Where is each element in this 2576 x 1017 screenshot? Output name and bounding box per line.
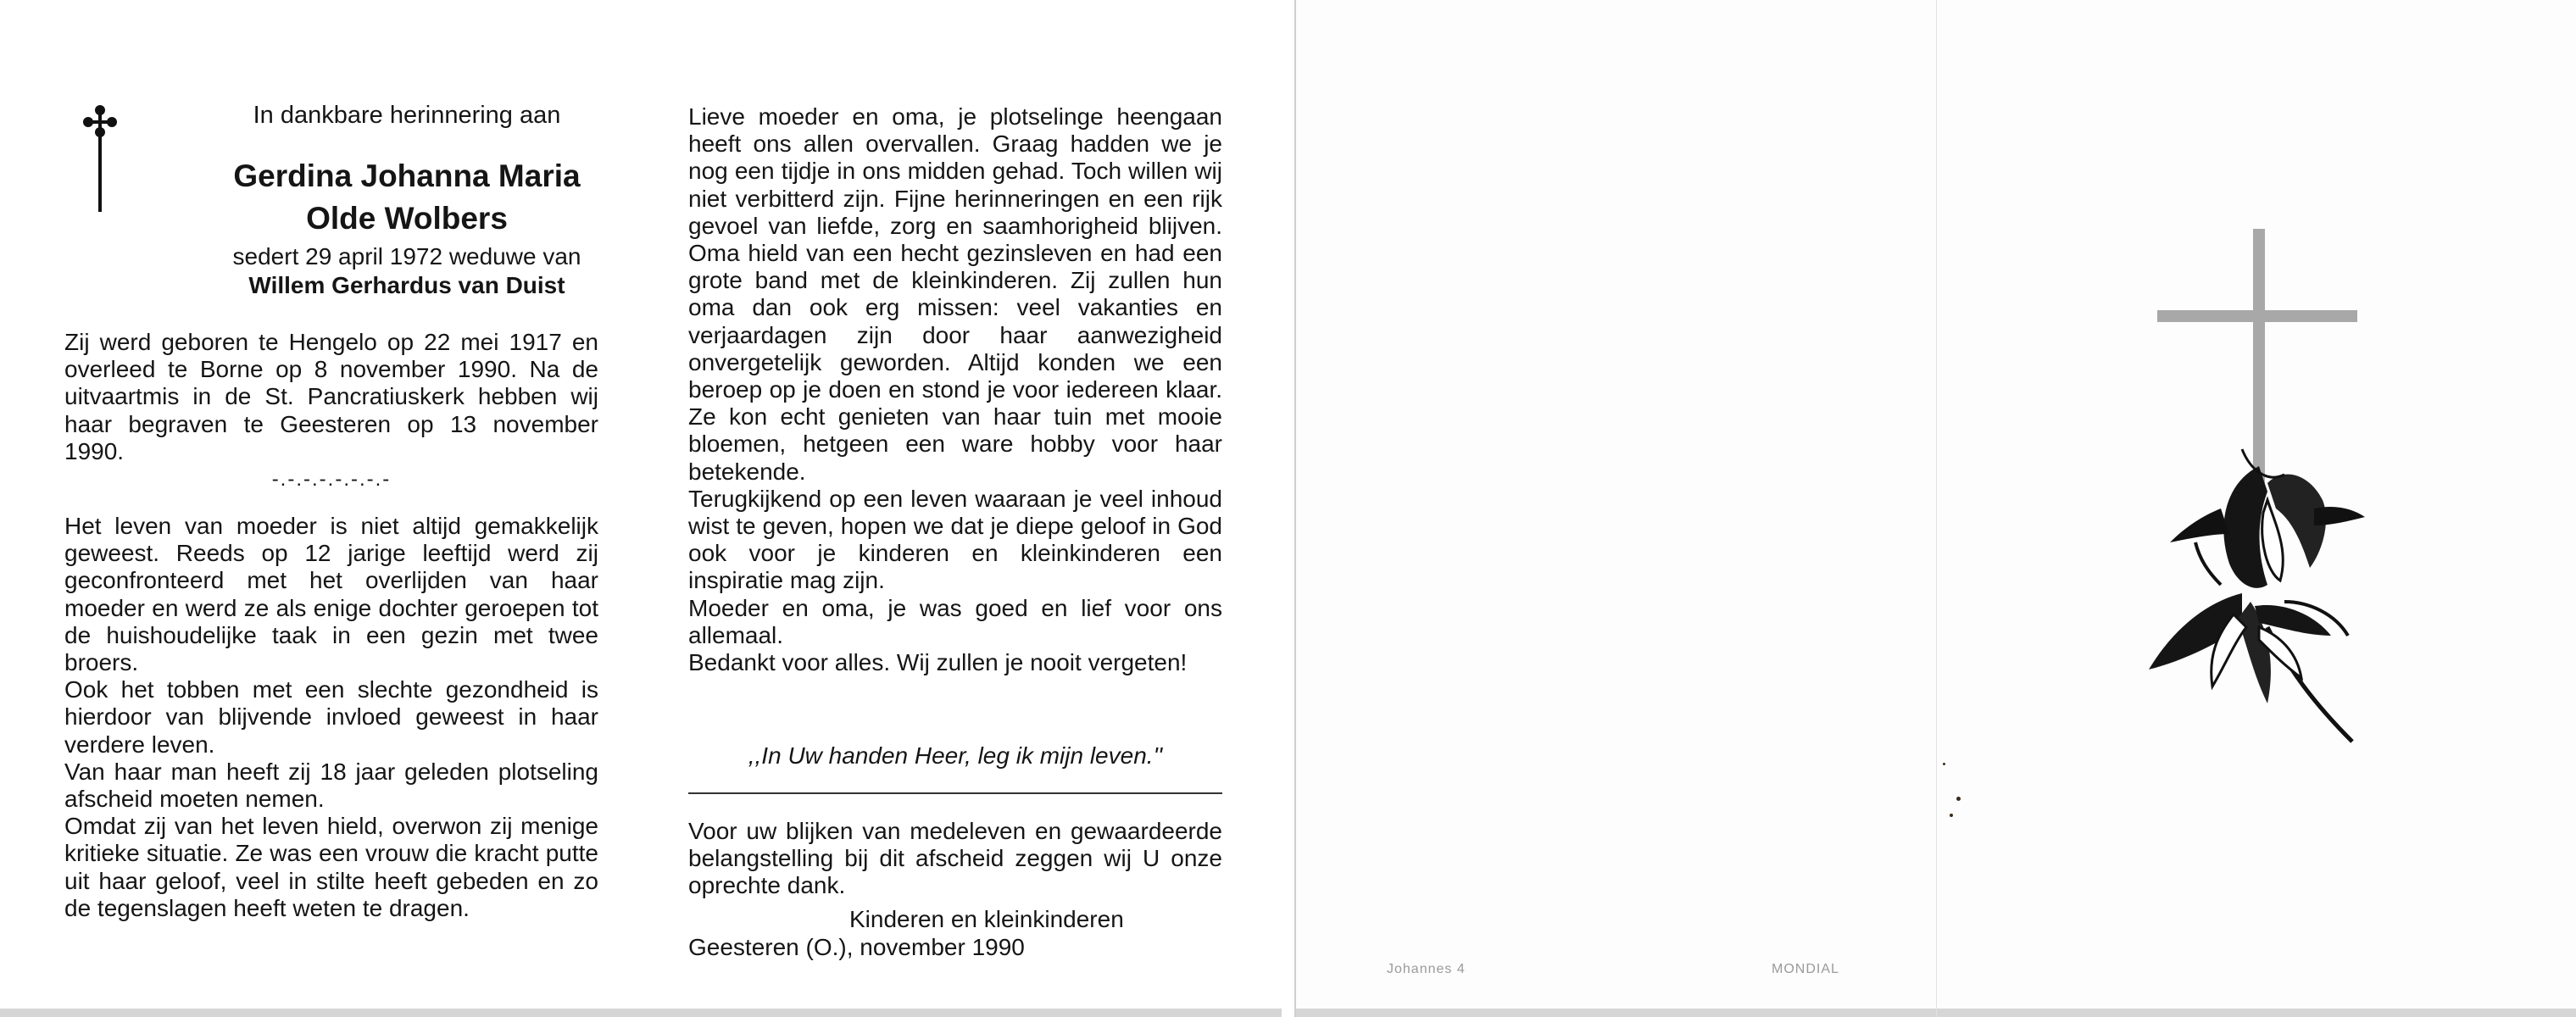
thanks-text (688, 818, 1222, 900)
message-paragraph: Bedankt voor alles. Wij zullen je nooit vergeten! (688, 649, 1188, 676)
cross-horizontal-beam (2157, 310, 2357, 322)
name-line-1: Gerdina Johanna Maria (233, 158, 581, 193)
card-edge (0, 1009, 648, 1017)
place-date: Geesteren (O.), november 1990 (688, 934, 1025, 960)
life-paragraph: Omdat zij van het leven hield, overwon zij menige kritieke situatie. Ze was een vrouw die kracht putte uit haar geloof, veel in stilte heeft gebeden en zo de tegenslagen heeft weten te dragen. (64, 813, 598, 921)
name-line-2: Olde Wolbers (306, 201, 508, 236)
bio-paragraph: Zij werd geboren te Hengelo op 22 mei 1917 en overleed te Borne op 8 november 1990. Na de uitvaartmis in de St. Pancratiuskerk hebben wij haar begraven te Geesteren op 13 november 1990. (64, 329, 598, 464)
scan-gap (1282, 0, 1294, 1017)
life-paragraph: Ook het tobben met een slechte gezondheid is hierdoor van blijvende invloed geweest in haar verdere leven. (64, 676, 598, 758)
family-message (688, 103, 1222, 676)
message-paragraph: Moeder en oma, je was goed en lief voor ons allemaal. (688, 594, 1222, 648)
paper-speck (1943, 763, 1945, 765)
message-paragraph: Lieve moeder en oma, je plotselinge heengaan heeft ons allen overvallen. Graag hadden we je nog een tijdje in ons midden gehad. Toch willen wij niet verbitterd zijn. Fijne herinneringen en een rijk gevoel van liefde, zorg en saamhorigheid blijven. Oma hield van een hecht gezinsleven en had een grote band met de kleinkinderen. Zij zullen hun oma dan ook erg missen: veel vakanties en verjaardagen zijn door haar aanwezigheid onvergetelijk geworden. Altijd konden we een beroep op je doen en stond je voor iedereen klaar. Ze kon echt genieten van haar tuin met mooie bloemen, hetgeen een ware hobby voor haar betekende. (688, 103, 1222, 485)
cross-lily-illustration (2140, 229, 2369, 750)
card-panel-back-left (1294, 0, 1936, 1017)
husband-name: Willem Gerhardus van Duist (248, 272, 565, 298)
paper-speck (1950, 814, 1953, 817)
widow-statement (161, 242, 653, 300)
card-edge (1937, 1009, 2576, 1017)
thanks-paragraph: Voor uw blijken van medeleven en gewaardeerde belangstelling bij dit afscheid zeggen wij U onze oprechte dank. (688, 818, 1222, 899)
paper-speck (1956, 797, 1961, 801)
life-paragraph: Het leven van moeder is niet altijd gemakkelijk geweest. Reeds op 12 jarige leeftijd werd zij geconfronteerd met het overlijden van haar moeder en werd ze als enige dochter geroepen tot de huishoudelijke taak in een gezin met twee broers. (64, 513, 598, 676)
card-edge (648, 1009, 1294, 1017)
brand-mark: MONDIAL (1772, 962, 1839, 976)
card-panel-left (0, 0, 648, 1017)
signature-block (688, 905, 1222, 961)
life-story-text (64, 513, 598, 922)
closing-quote: ,,In Uw handen Heer, leg ik mijn leven.'' (748, 742, 1163, 769)
horizontal-rule (688, 792, 1222, 794)
cross-vertical-beam (2253, 229, 2265, 483)
biography-text (64, 329, 598, 465)
deceased-name (127, 155, 687, 240)
dotted-divider: -.-.-.-.-.-.-.- (271, 468, 392, 491)
scripture-reference: Johannes 4 (1387, 962, 1466, 976)
signature-line: Kinderen en kleinkinderen (849, 906, 1124, 932)
life-paragraph: Van haar man heeft zij 18 jaar geleden plotseling afscheid moeten nemen. (64, 758, 598, 813)
message-paragraph: Terugkijkend op een leven waaraan je veel inhoud wist te geven, hopen we dat je diepe geloof in God ook voor je kinderen en kleinkinderen een inspiratie mag zijn. (688, 485, 1222, 594)
intro-text: In dankbare herinnering aan (253, 102, 561, 129)
widow-line: sedert 29 april 1972 weduwe van (232, 243, 581, 270)
card-edge (1296, 1009, 1936, 1017)
cross-icon (81, 103, 119, 214)
